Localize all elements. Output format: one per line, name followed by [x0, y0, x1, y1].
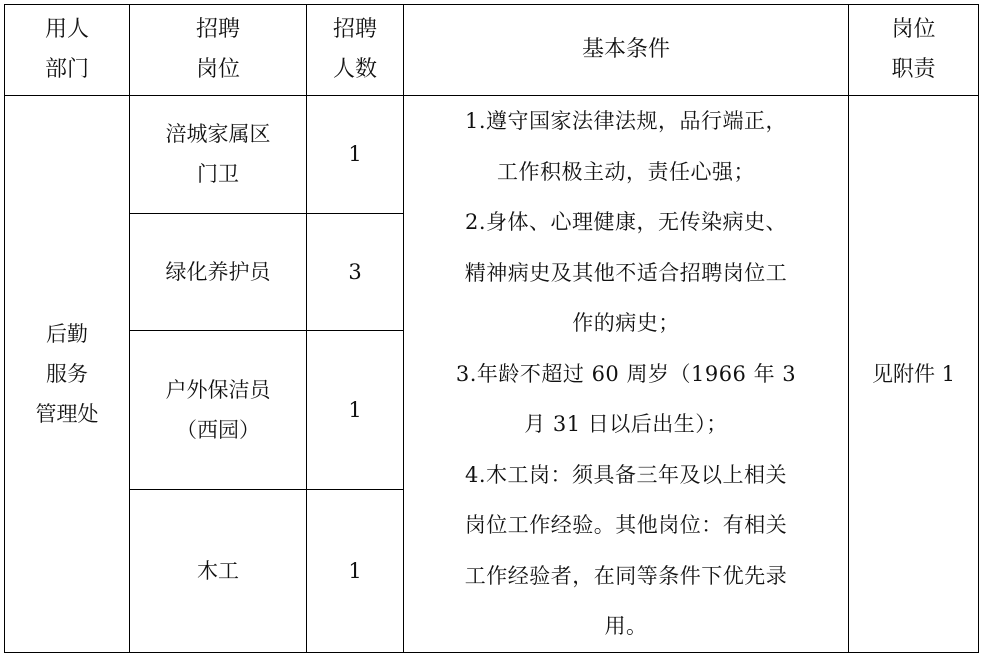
duties-cell: 见附件 1 — [849, 96, 979, 653]
count-cell: 1 — [307, 96, 404, 214]
header-dept-line: 用人 — [44, 17, 89, 42]
count-cell: 1 — [307, 490, 404, 652]
header-duties — [849, 5, 979, 96]
position-line: 绿化养护员 — [165, 259, 271, 284]
header-count-line: 招聘 — [332, 17, 377, 42]
count-cell: 3 — [307, 213, 404, 331]
header-requirements: 基本条件 — [404, 5, 849, 96]
requirements-line: 2.身体、心理健康，无传染病史、 — [464, 210, 788, 234]
department-cell — [5, 96, 130, 653]
position-cell — [130, 331, 307, 490]
header-position — [130, 5, 307, 96]
header-duties-line: 职责 — [891, 57, 936, 82]
requirements-line: 月 31 日以后出生）； — [524, 412, 728, 436]
department-line: 服务 — [46, 361, 88, 386]
position-line: 门卫 — [197, 162, 239, 187]
count-cell: 1 — [307, 331, 404, 490]
position-line: 涪城家属区 — [165, 122, 271, 147]
requirements-line: 精神病史及其他不适合招聘岗位工 — [464, 260, 788, 285]
department-line: 后勤 — [46, 321, 88, 346]
header-dept — [5, 5, 130, 96]
requirements-line: 作的病史； — [572, 311, 680, 335]
header-dept-line: 部门 — [44, 57, 89, 82]
header-position-line: 招聘 — [195, 17, 240, 42]
requirements-line: 1.遵守国家法律法规，品行端正， — [464, 109, 788, 133]
requirements-line: 岗位工作经验。其他岗位：有相关 — [464, 513, 788, 537]
position-cell — [130, 213, 307, 331]
position-line: （西园） — [176, 418, 260, 443]
recruitment-table — [4, 4, 979, 653]
header-position-line: 岗位 — [195, 57, 240, 82]
header-row — [5, 5, 979, 96]
requirements-line: 工作积极主动，责任心强； — [497, 159, 755, 184]
requirements-line: 4.木工岗：须具备三年及以上相关 — [464, 462, 788, 487]
position-line: 木工 — [197, 558, 239, 583]
header-count-line: 人数 — [332, 57, 377, 82]
header-duties-line: 岗位 — [891, 17, 936, 42]
requirements-line: 用。 — [604, 614, 648, 638]
table-row — [5, 96, 979, 214]
header-count — [307, 5, 404, 96]
position-cell — [130, 490, 307, 652]
position-cell — [130, 96, 307, 214]
position-line: 户外保洁员 — [165, 378, 271, 403]
requirements-line: 工作经验者，在同等条件下优先录 — [464, 563, 788, 588]
requirements-line: 3.年龄不超过 60 周岁（1966 年 3 — [455, 361, 797, 386]
department-line: 管理处 — [35, 401, 99, 426]
requirements-cell — [404, 96, 849, 653]
